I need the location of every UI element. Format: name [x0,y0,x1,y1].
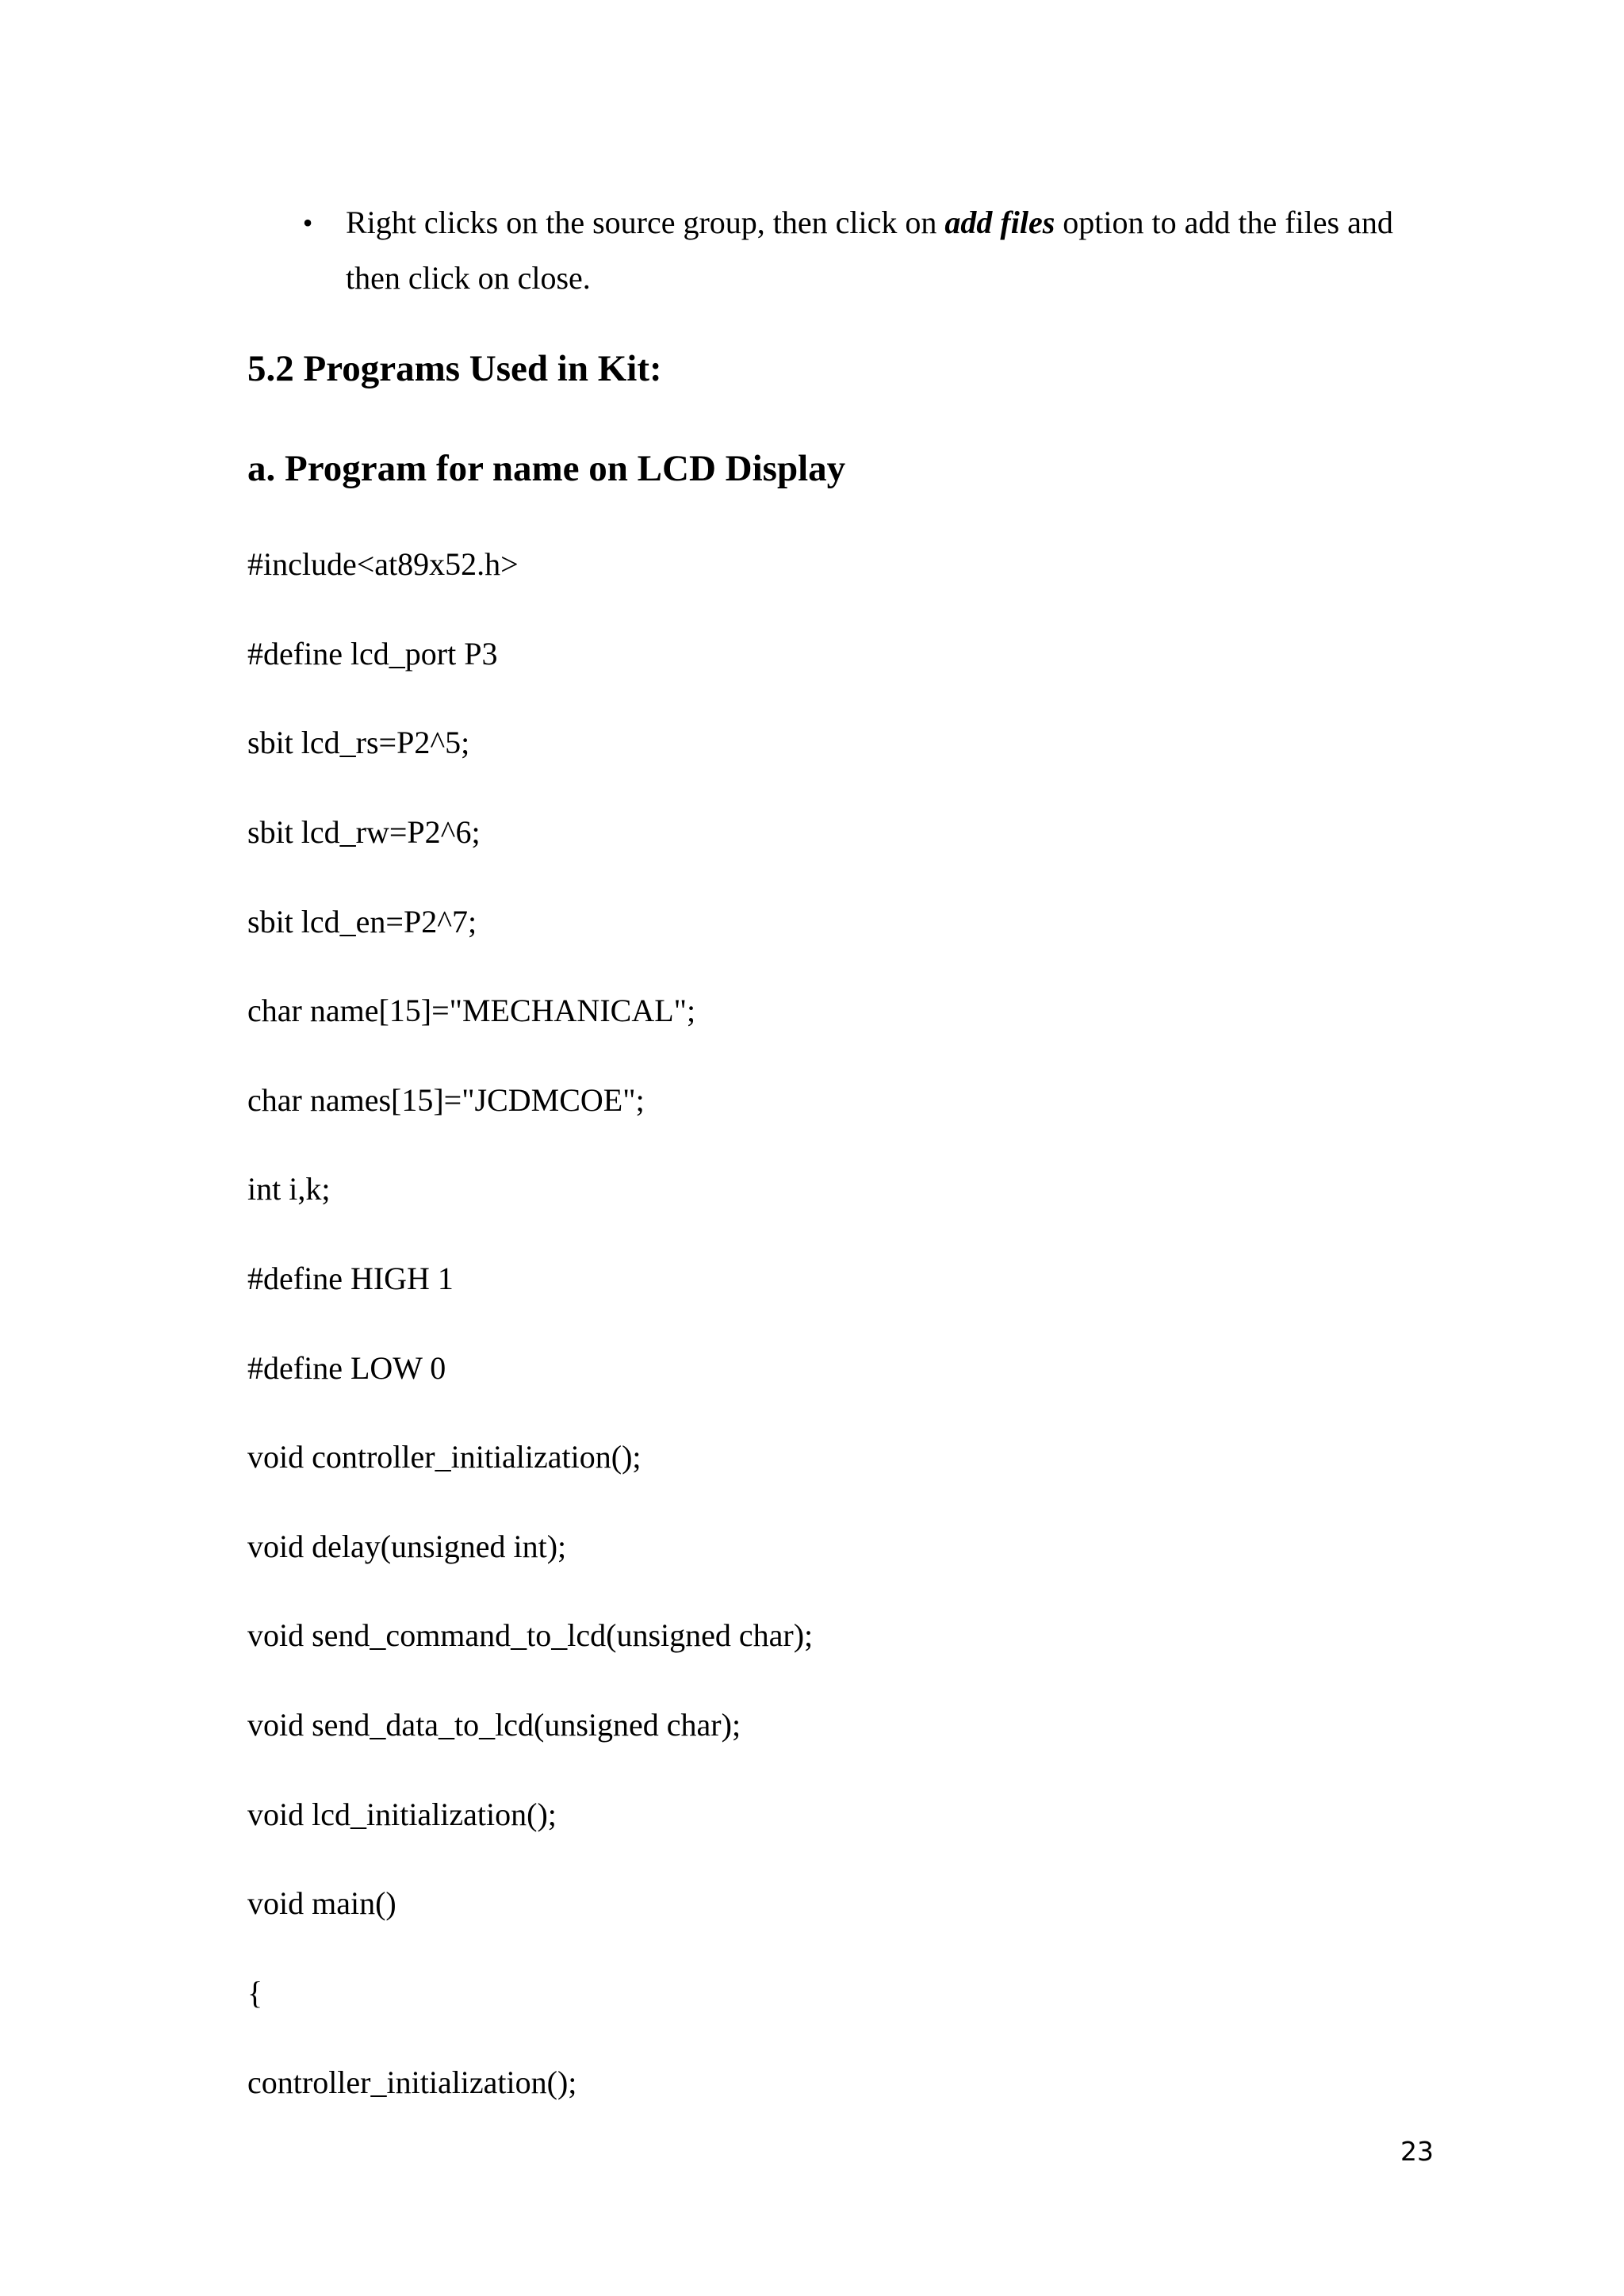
code-line: char names[15]="JCDMCOE"; [247,1082,645,1118]
code-line: sbit lcd_en=P2^7; [247,904,477,939]
page-number: 23 [1400,2136,1434,2167]
code-line: void lcd_initialization(); [247,1797,557,1832]
code-line: void delay(unsigned int); [247,1529,567,1564]
section-heading: 5.2 Programs Used in Kit: [247,348,662,389]
bullet-text-before: Right clicks on the source group, then click on [346,205,945,240]
code-line: void send_command_to_lcd(unsigned char); [247,1617,814,1653]
code-line: char name[15]="MECHANICAL"; [247,993,696,1028]
bullet-text-after: option to add the files and then click on close. [346,205,1393,296]
code-line: void controller_initialization(); [247,1439,642,1475]
sub-heading: a. Program for name on LCD Display [247,448,846,489]
code-line: sbit lcd_rw=P2^6; [247,814,481,850]
code-line: void send_data_to_lcd(unsigned char); [247,1707,741,1743]
code-line: void main() [247,1885,396,1921]
code-line: controller_initialization(); [247,2064,577,2100]
bullet-dot: • [302,207,313,239]
bullet-text [346,195,1450,306]
code-line: sbit lcd_rs=P2^5; [247,725,470,760]
code-line: #define lcd_port P3 [247,636,498,672]
code-line: #include<at89x52.h> [247,546,519,582]
code-line: int i,k; [247,1171,331,1207]
code-line: #define HIGH 1 [247,1261,454,1296]
code-line: { [247,1975,263,2011]
bullet-item-add-files [292,195,1450,306]
bullet-emphasis-add-files: add files [944,205,1055,240]
code-line: #define LOW 0 [247,1350,446,1386]
